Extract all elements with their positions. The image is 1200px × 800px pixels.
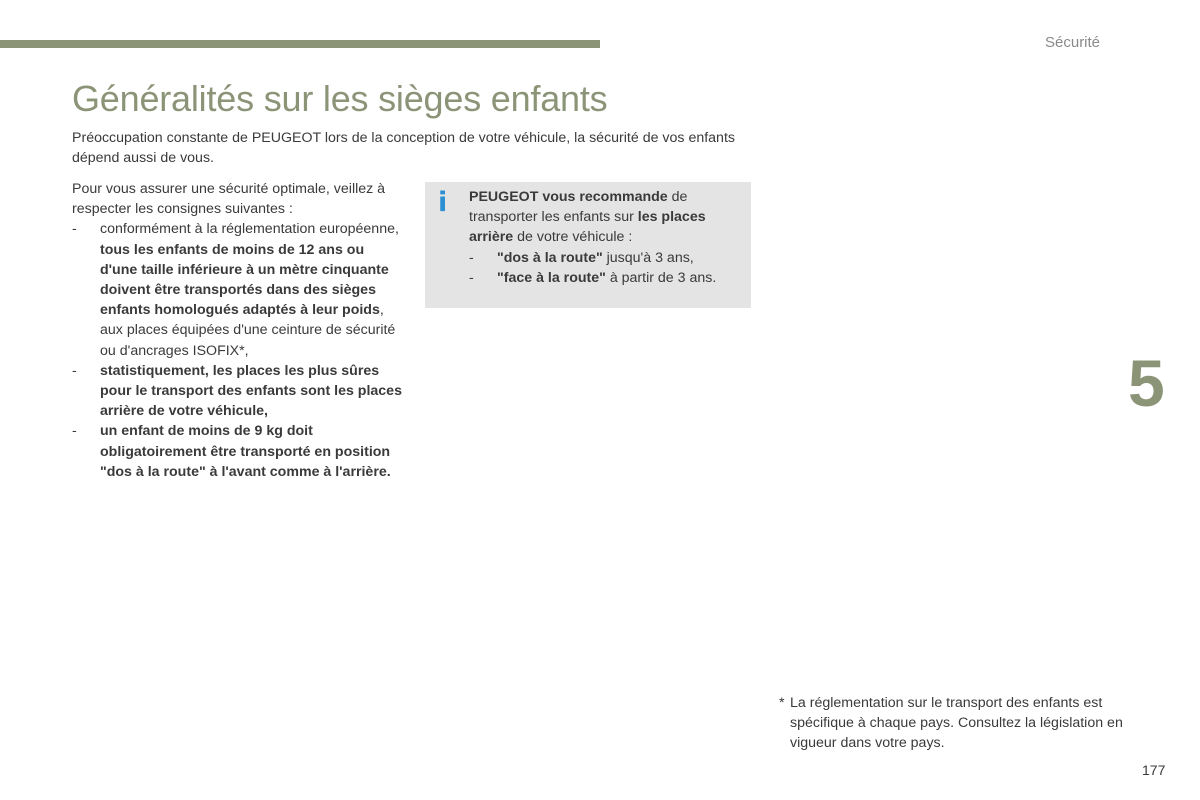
item-text: conformément à la réglementation européenne, [100,221,399,238]
info-bold-text: PEUGEOT vous recommande [469,189,668,205]
item-bold-text: tous les enfants de moins de 12 ans ou d'une taille inférieure à un mètre cinquante doivent être transportés dans des sièges enfants homologués adaptés à leur poids [100,241,389,319]
instructions-lead: Pour vous assurer une sécurité optimale, veillez à respecter les consignes suivantes : [72,181,386,218]
item-text: , aux places équipées d'une ceinture de sécurité ou d'ancrages ISOFIX*, [100,302,396,359]
list-item [72,219,402,360]
info-text [469,187,741,248]
header-rule [0,40,600,48]
info-bold-text: les places arrière [469,209,706,246]
section-label: Sécurité [1045,34,1101,51]
page-title: Généralités sur les sièges enfants [72,78,608,119]
bullet-dash: - [469,269,474,286]
info-list [469,248,741,288]
list-item [72,361,402,422]
safety-instructions [72,179,402,482]
chapter-number: 5 [1128,346,1165,420]
info-box [425,182,751,308]
footnote-marker: * [779,695,785,711]
intro-paragraph: Préoccupation constante de PEUGEOT lors de la conception de votre véhicule, la sécurité de vos enfants dépend aussi de vous. [72,130,735,167]
info-bold-text: "face à la route" [497,269,606,286]
list-item [469,268,741,288]
item-bold-text: un enfant de moins de 9 kg doit obligatoirement être transporté en position "dos à la route" à l'avant comme à l'arrière. [100,423,391,480]
bullet-dash: - [469,249,474,266]
bullet-dash: - [72,423,77,440]
list-item [72,421,402,482]
list-item [469,248,741,268]
info-plain-text: à partir de 3 ans. [605,269,717,286]
footnote [779,693,1139,754]
page-number: 177 [1142,762,1166,778]
info-plain-text: de votre véhicule : [513,229,633,246]
bullet-dash: - [72,362,77,379]
info-icon: i [438,187,448,218]
info-plain-text: jusqu'à 3 ans, [602,249,694,266]
info-bold-text: "dos à la route" [497,249,603,266]
info-plain-text: de transporter les enfants sur [469,189,688,226]
footnote-text: La réglementation sur le transport des enfants est spécifique à chaque pays. Consultez la législation en vigueur dans votre pays. [790,695,1123,752]
instructions-list [72,219,402,482]
item-bold-text: statistiquement, les places les plus sûres pour le transport des enfants sont les places arrière de votre véhicule, [100,362,402,420]
bullet-dash: - [72,221,77,238]
